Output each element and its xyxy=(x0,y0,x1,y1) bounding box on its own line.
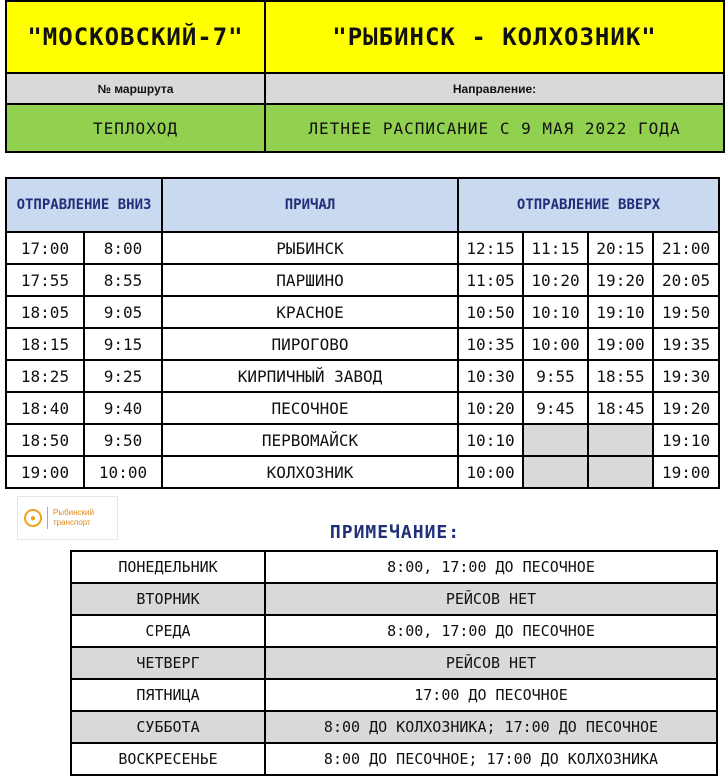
weekday-note: 8:00, 17:00 ДО ПЕСОЧНОЕ xyxy=(265,551,717,583)
notes-row xyxy=(71,711,717,743)
schedule-row xyxy=(6,328,719,360)
empty-cell xyxy=(588,424,653,456)
departure-up-time: 10:35 xyxy=(458,328,523,360)
schedule-table xyxy=(5,177,720,489)
departure-up-time: 12:15 xyxy=(458,232,523,264)
weekday-note: 8:00, 17:00 ДО ПЕСОЧНОЕ xyxy=(265,615,717,647)
departure-down-time: 9:25 xyxy=(84,360,162,392)
logo-text xyxy=(53,508,94,528)
pier-name: КРАСНОЕ xyxy=(162,296,458,328)
weekday-note: РЕЙСОВ НЕТ xyxy=(265,583,717,615)
departure-up-time: 19:20 xyxy=(653,392,719,424)
departure-up-time: 10:20 xyxy=(458,392,523,424)
departure-down-time: 18:15 xyxy=(6,328,84,360)
departure-down-time: 18:50 xyxy=(6,424,84,456)
departure-up-time: 19:00 xyxy=(653,456,719,488)
column-header-pier: ПРИЧАЛ xyxy=(162,178,458,232)
departure-up-time: 19:10 xyxy=(588,296,653,328)
schedule-row xyxy=(6,424,719,456)
route-header xyxy=(5,0,725,153)
departure-up-time: 10:00 xyxy=(523,328,588,360)
pier-name: ПЕРВОМАЙСК xyxy=(162,424,458,456)
pier-name: РЫБИНСК xyxy=(162,232,458,264)
pier-name: ПИРОГОВО xyxy=(162,328,458,360)
weekday: ВТОРНИК xyxy=(71,583,265,615)
departure-up-time: 21:00 xyxy=(653,232,719,264)
notes-row xyxy=(71,647,717,679)
departure-up-time: 11:05 xyxy=(458,264,523,296)
schedule-row xyxy=(6,360,719,392)
notes-title: ПРИМЕЧАНИЕ: xyxy=(329,522,461,543)
rybinsk-transport-logo xyxy=(17,496,118,540)
weekday-note: 8:00 ДО КОЛХОЗНИКА; 17:00 ДО ПЕСОЧНОЕ xyxy=(265,711,717,743)
departure-up-time: 20:05 xyxy=(653,264,719,296)
departure-up-time: 10:00 xyxy=(458,456,523,488)
departure-up-time: 9:45 xyxy=(523,392,588,424)
weekday-note: 17:00 ДО ПЕСОЧНОЕ xyxy=(265,679,717,711)
direction-name: "РЫБИНСК - КОЛХОЗНИК" xyxy=(265,1,724,73)
departure-down-time: 9:50 xyxy=(84,424,162,456)
schedule-row xyxy=(6,264,719,296)
notes-table xyxy=(70,550,718,776)
departure-up-time: 10:20 xyxy=(523,264,588,296)
weekday: СРЕДА xyxy=(71,615,265,647)
departure-down-time: 18:05 xyxy=(6,296,84,328)
schedule-title: ЛЕТНЕЕ РАСПИСАНИЕ С 9 МАЯ 2022 ГОДА xyxy=(265,104,724,152)
schedule-row xyxy=(6,232,719,264)
weekday: ПЯТНИЦА xyxy=(71,679,265,711)
departure-up-time: 18:45 xyxy=(588,392,653,424)
departure-up-time: 10:30 xyxy=(458,360,523,392)
departure-up-time: 10:10 xyxy=(458,424,523,456)
departure-down-time: 17:00 xyxy=(6,232,84,264)
departure-up-time: 19:00 xyxy=(588,328,653,360)
departure-down-time: 18:40 xyxy=(6,392,84,424)
column-header-up: ОТПРАВЛЕНИЕ ВВЕРХ xyxy=(458,178,719,232)
notes-row xyxy=(71,743,717,775)
pier-name: ПАРШИНО xyxy=(162,264,458,296)
logo-line-2: транспорт xyxy=(53,518,91,527)
departure-up-time: 19:50 xyxy=(653,296,719,328)
departure-up-time: 19:10 xyxy=(653,424,719,456)
notes-row xyxy=(71,615,717,647)
departure-up-time: 18:55 xyxy=(588,360,653,392)
departure-down-time: 9:05 xyxy=(84,296,162,328)
departure-up-time: 11:15 xyxy=(523,232,588,264)
empty-cell xyxy=(523,424,588,456)
notes-row xyxy=(71,679,717,711)
departure-down-time: 19:00 xyxy=(6,456,84,488)
departure-up-time: 9:55 xyxy=(523,360,588,392)
column-header-down: ОТПРАВЛЕНИЕ ВНИЗ xyxy=(6,178,162,232)
notes-row xyxy=(71,583,717,615)
direction-label: Направление: xyxy=(265,73,724,104)
departure-down-time: 17:55 xyxy=(6,264,84,296)
schedule-row xyxy=(6,296,719,328)
bus-icon: ● xyxy=(24,509,42,527)
pier-name: КИРПИЧНЫЙ ЗАВОД xyxy=(162,360,458,392)
schedule-row xyxy=(6,392,719,424)
departure-up-time: 19:30 xyxy=(653,360,719,392)
notes-row xyxy=(71,551,717,583)
weekday-note: 8:00 ДО ПЕСОЧНОЕ; 17:00 ДО КОЛХОЗНИКА xyxy=(265,743,717,775)
departure-up-time: 19:20 xyxy=(588,264,653,296)
departure-up-time: 10:10 xyxy=(523,296,588,328)
departure-down-time: 18:25 xyxy=(6,360,84,392)
schedule-row xyxy=(6,456,719,488)
route-label: № маршрута xyxy=(6,73,265,104)
departure-down-time: 8:55 xyxy=(84,264,162,296)
logo-divider xyxy=(47,507,48,529)
weekday: СУББОТА xyxy=(71,711,265,743)
route-name: "МОСКОВСКИЙ-7" xyxy=(6,1,265,73)
weekday: ВОСКРЕСЕНЬЕ xyxy=(71,743,265,775)
departure-down-time: 9:15 xyxy=(84,328,162,360)
departure-up-time: 20:15 xyxy=(588,232,653,264)
pier-name: КОЛХОЗНИК xyxy=(162,456,458,488)
departure-up-time: 19:35 xyxy=(653,328,719,360)
departure-up-time: 10:50 xyxy=(458,296,523,328)
departure-down-time: 8:00 xyxy=(84,232,162,264)
departure-down-time: 10:00 xyxy=(84,456,162,488)
logo-line-1: Рыбинский xyxy=(53,508,94,517)
weekday: ЧЕТВЕРГ xyxy=(71,647,265,679)
pier-name: ПЕСОЧНОЕ xyxy=(162,392,458,424)
empty-cell xyxy=(523,456,588,488)
empty-cell xyxy=(588,456,653,488)
weekday-note: РЕЙСОВ НЕТ xyxy=(265,647,717,679)
departure-down-time: 9:40 xyxy=(84,392,162,424)
vessel-type: ТЕПЛОХОД xyxy=(6,104,265,152)
weekday: ПОНЕДЕЛЬНИК xyxy=(71,551,265,583)
